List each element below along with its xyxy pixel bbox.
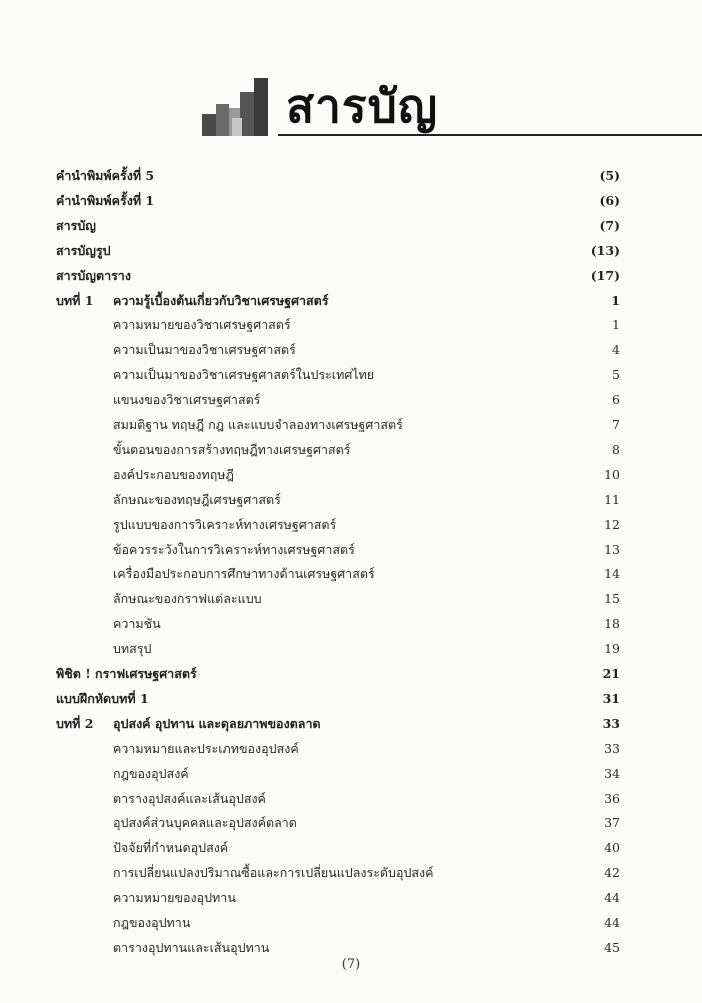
toc-page-number: (6) bbox=[599, 192, 620, 208]
toc-page-number: 34 bbox=[604, 765, 620, 781]
toc-page-number: 42 bbox=[604, 865, 620, 881]
toc-page-number: (17) bbox=[590, 267, 620, 283]
toc-entry-row bbox=[0, 662, 702, 686]
toc-subentry-row bbox=[0, 886, 702, 910]
toc-page-number: 14 bbox=[604, 566, 620, 582]
toc-entry-label: องค์ประกอบของทฤษฎี bbox=[113, 466, 234, 482]
toc-entry-label: เครื่องมือประกอบการศึกษาทางด้านเศรษฐศาสตร์ bbox=[113, 566, 375, 582]
toc-entry-label: แขนงของวิชาเศรษฐศาสตร์ bbox=[113, 392, 261, 408]
footer-page-number: (7) bbox=[341, 957, 361, 972]
toc-page-number: 18 bbox=[604, 616, 620, 632]
toc-entry-label: ความเป็นมาของวิชาเศรษฐศาสตร์ bbox=[113, 342, 296, 358]
toc-page-number: 5 bbox=[612, 367, 620, 383]
toc-subentry-row bbox=[0, 313, 702, 337]
toc-page-number: (7) bbox=[599, 217, 620, 233]
toc-entry-label: สารบัญ bbox=[56, 217, 96, 233]
toc-entry-label: พิชิต ! กราฟเศรษฐศาสตร์ bbox=[56, 666, 197, 681]
toc-entry-label: คำนำพิมพ์ครั้งที่ 1 bbox=[56, 192, 155, 208]
toc-subentry-row bbox=[0, 463, 702, 487]
toc-page-number: 8 bbox=[612, 441, 620, 457]
toc-chapter-number: บทที่ 1 bbox=[56, 292, 94, 308]
toc-entry-row bbox=[0, 687, 702, 711]
toc-subentry-row bbox=[0, 836, 702, 860]
toc-entry-label: รูปแบบของการวิเคราะห์ทางเศรษฐศาสตร์ bbox=[113, 516, 337, 532]
toc-subentry-row bbox=[0, 488, 702, 512]
toc-entry-label: ความรู้เบื้องต้นเกี่ยวกับวิชาเศรษฐศาสตร์ bbox=[113, 292, 329, 308]
toc-subentry-row bbox=[0, 413, 702, 437]
toc-page-number: 33 bbox=[602, 715, 620, 731]
toc-entry-label: คำนำพิมพ์ครั้งที่ 5 bbox=[56, 168, 155, 183]
toc-page-number: 12 bbox=[604, 516, 620, 532]
toc-entry-label: บทสรุป bbox=[113, 641, 152, 657]
toc-page-number: 33 bbox=[604, 740, 620, 756]
toc-subentry-row bbox=[0, 438, 702, 462]
toc-entry-label: อุปสงค์ส่วนบุคคลและอุปสงค์ตลาด bbox=[113, 815, 297, 831]
toc-entry-row bbox=[0, 239, 702, 263]
page-title: สารบัญ bbox=[286, 79, 439, 133]
toc-page-number: 44 bbox=[604, 890, 620, 906]
toc-page-number: (5) bbox=[599, 168, 620, 183]
toc-subentry-row bbox=[0, 737, 702, 761]
toc-entry-label: ลักษณะของทฤษฎีเศรษฐศาสตร์ bbox=[113, 491, 281, 507]
toc-page-number: 31 bbox=[602, 690, 620, 706]
toc-subentry-row bbox=[0, 338, 702, 362]
toc-entry-label: ความหมายของอุปทาน bbox=[113, 890, 236, 906]
toc-page-number: 37 bbox=[604, 815, 620, 831]
toc-entry-label: ข้อควรระวังในการวิเคราะห์ทางเศรษฐศาสตร์ bbox=[113, 541, 355, 557]
toc-entry-label: ความหมายของวิชาเศรษฐศาสตร์ bbox=[113, 317, 291, 333]
toc-entry-label: กฎของอุปทาน bbox=[113, 915, 191, 930]
toc-entry-label: สารบัญรูป bbox=[56, 242, 111, 258]
toc-page-number: 6 bbox=[612, 392, 620, 408]
toc-entry-label: ตารางอุปสงค์และเส้นอุปสงค์ bbox=[113, 790, 266, 806]
toc-page-number: 45 bbox=[604, 939, 620, 955]
toc-page-number: 44 bbox=[604, 915, 620, 930]
toc-subentry-row bbox=[0, 612, 702, 636]
toc-subentry-row bbox=[0, 587, 702, 611]
toc-page-number: 4 bbox=[612, 342, 620, 358]
toc-entry-label: การเปลี่ยนแปลงปริมาณซื้อและการเปลี่ยนแปลงระดับอุปสงค์ bbox=[113, 865, 434, 881]
toc-subentry-row bbox=[0, 911, 702, 935]
toc-subentry-row bbox=[0, 861, 702, 885]
toc-entry-label: ปัจจัยที่กำหนดอุปสงค์ bbox=[113, 840, 229, 856]
toc-entry-label: ความชัน bbox=[113, 616, 161, 632]
toc-entry-label: ลักษณะของกราฟแต่ละแบบ bbox=[113, 591, 262, 607]
toc-chapter-row bbox=[0, 289, 702, 313]
toc-page-number: 15 bbox=[604, 591, 620, 607]
toc-page-number: 40 bbox=[604, 840, 620, 856]
toc-subentry-row bbox=[0, 787, 702, 811]
title-underline bbox=[278, 134, 702, 136]
toc-entry-label: สารบัญตาราง bbox=[56, 267, 131, 283]
toc-page-number: 1 bbox=[611, 292, 620, 308]
toc-subentry-row bbox=[0, 363, 702, 387]
toc-page-number: 21 bbox=[602, 666, 620, 681]
toc-entry-row bbox=[0, 189, 702, 213]
toc-page-number: 36 bbox=[604, 790, 620, 806]
toc-entry-label: สมมติฐาน ทฤษฎี กฎ และแบบจำลองทางเศรษฐศาสตร์ bbox=[113, 417, 403, 432]
toc-page-number: 19 bbox=[604, 641, 620, 657]
toc-entry-label: ความหมายและประเภทของอุปสงค์ bbox=[113, 740, 299, 756]
toc-entry-row bbox=[0, 164, 702, 188]
toc-subentry-row bbox=[0, 388, 702, 412]
toc-entry-label: กฎของอุปสงค์ bbox=[113, 765, 189, 781]
toc-subentry-row bbox=[0, 637, 702, 661]
toc-entry-label: ขั้นตอนของการสร้างทฤษฎีทางเศรษฐศาสตร์ bbox=[113, 441, 351, 457]
toc-entry-label: แบบฝึกหัดบทที่ 1 bbox=[56, 690, 149, 706]
toc-subentry-row bbox=[0, 538, 702, 562]
page-header bbox=[0, 0, 702, 140]
toc-entry-row bbox=[0, 214, 702, 238]
toc-chapter-row bbox=[0, 712, 702, 736]
toc-page-number: 13 bbox=[604, 541, 620, 557]
toc-subentry-row bbox=[0, 811, 702, 835]
toc-chapter-number: บทที่ 2 bbox=[56, 715, 94, 731]
toc-entry-row bbox=[0, 264, 702, 288]
toc-subentry-row bbox=[0, 762, 702, 786]
toc-entry-label: ความเป็นมาของวิชาเศรษฐศาสตร์ในประเทศไทย bbox=[113, 367, 375, 383]
toc-page-number: 7 bbox=[612, 417, 620, 432]
toc-page-number: 1 bbox=[612, 317, 620, 333]
toc-subentry-row bbox=[0, 562, 702, 586]
toc-page-number: 11 bbox=[604, 491, 620, 507]
toc-page-number: (13) bbox=[590, 242, 620, 258]
toc-page-number: 10 bbox=[604, 466, 620, 482]
bar-chart-logo-icon bbox=[202, 78, 272, 136]
toc-entry-label: อุปสงค์ อุปทาน และดุลยภาพของตลาด bbox=[113, 715, 321, 731]
toc-entry-label: ตารางอุปทานและเส้นอุปทาน bbox=[113, 939, 270, 955]
toc-subentry-row bbox=[0, 513, 702, 537]
